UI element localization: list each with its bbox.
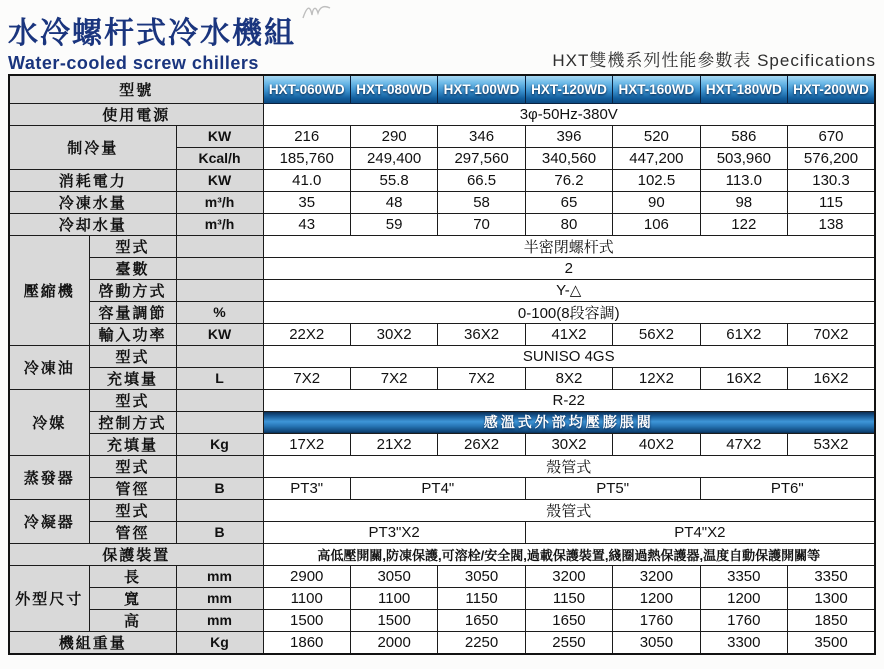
table-row (9, 345, 875, 367)
row-label-cell: 管徑 (89, 521, 176, 543)
value-cell: 340,560 (525, 147, 612, 169)
unit-cell: KW (176, 169, 263, 191)
value-cell: 586 (700, 125, 787, 147)
value-cell: 殼管式 (263, 455, 875, 477)
unit-cell: L (176, 367, 263, 389)
unit-cell (176, 235, 263, 257)
value-cell: PT5" (525, 477, 700, 499)
value-cell: 3050 (350, 565, 437, 587)
value-cell: 1150 (438, 587, 525, 609)
table-row (9, 169, 875, 191)
table-row (9, 631, 875, 654)
row-label-cell: 型式 (89, 455, 176, 477)
value-cell: 3350 (700, 565, 787, 587)
row-label-cell: 管徑 (89, 477, 176, 499)
value-cell: 43 (263, 213, 350, 235)
protection-text-cell: 高低壓開關,防凍保護,可溶栓/安全閥,過載保護裝置,綫圈過熱保護器,温度自動保護開關等 (263, 543, 875, 565)
table-row (9, 103, 875, 125)
value-cell: PT4"X2 (525, 521, 875, 543)
value-cell: 76.2 (525, 169, 612, 191)
spec-table-title: HXT雙機系列性能參數表 Specifications (552, 51, 876, 70)
value-cell: 21X2 (350, 433, 437, 455)
row-label-cell: 型號 (9, 75, 263, 103)
value-cell: 520 (613, 125, 700, 147)
value-cell: 30X2 (525, 433, 612, 455)
unit-cell (176, 279, 263, 301)
value-cell: 0-100(8段容調) (263, 301, 875, 323)
value-cell: 59 (350, 213, 437, 235)
page-title: 水冷螺杆式冷水機組 (8, 17, 296, 50)
value-cell: 1500 (263, 609, 350, 631)
title-block (8, 16, 296, 74)
value-cell: PT4" (350, 477, 525, 499)
table-row (9, 455, 875, 477)
model-header-cell: HXT-120WD (525, 75, 612, 103)
value-cell: 576,200 (788, 147, 875, 169)
value-cell: 56X2 (613, 323, 700, 345)
value-cell: 17X2 (263, 433, 350, 455)
value-cell: 36X2 (438, 323, 525, 345)
row-label-cell: 寬 (89, 587, 176, 609)
value-cell: 16X2 (788, 367, 875, 389)
table-row (9, 543, 875, 565)
value-cell: 半密閉螺杆式 (263, 235, 875, 257)
value-cell: 26X2 (438, 433, 525, 455)
value-cell: 2550 (525, 631, 612, 654)
value-cell: Y-△ (263, 279, 875, 301)
value-cell: 35 (263, 191, 350, 213)
unit-cell: m³/h (176, 213, 263, 235)
unit-cell: Kg (176, 631, 263, 654)
value-cell: 1650 (438, 609, 525, 631)
table-row (9, 279, 875, 301)
value-cell: 殼管式 (263, 499, 875, 521)
row-label-cell: 啓動方式 (89, 279, 176, 301)
value-cell: 41X2 (525, 323, 612, 345)
value-cell: 47X2 (700, 433, 787, 455)
unit-cell: Kcal/h (176, 147, 263, 169)
unit-cell (176, 345, 263, 367)
value-cell: PT6" (700, 477, 875, 499)
row-label-cell: 外型尺寸 (9, 565, 89, 631)
table-row (9, 191, 875, 213)
table-row (9, 411, 875, 433)
value-cell: PT3" (263, 477, 350, 499)
row-label-cell: 型式 (89, 389, 176, 411)
unit-cell: KW (176, 323, 263, 345)
table-row (9, 499, 875, 521)
unit-cell (176, 389, 263, 411)
row-label-cell: 長 (89, 565, 176, 587)
unit-cell (176, 499, 263, 521)
row-label-cell: 高 (89, 609, 176, 631)
value-cell: 1100 (350, 587, 437, 609)
table-row (9, 609, 875, 631)
value-cell: 2000 (350, 631, 437, 654)
value-cell: 1760 (613, 609, 700, 631)
row-label-cell: 型式 (89, 235, 176, 257)
value-cell: PT3"X2 (263, 521, 525, 543)
table-row (9, 323, 875, 345)
value-cell: 3200 (613, 565, 700, 587)
value-cell: 1850 (788, 609, 875, 631)
row-label-cell: 消耗電力 (9, 169, 176, 191)
model-header-cell: HXT-100WD (438, 75, 525, 103)
unit-cell (176, 257, 263, 279)
value-cell: 58 (438, 191, 525, 213)
highlight-value-cell: 感溫式外部均壓膨脹閥 (263, 411, 875, 433)
value-cell: 3350 (788, 565, 875, 587)
value-cell: 8X2 (525, 367, 612, 389)
row-label-cell: 充填量 (89, 433, 176, 455)
value-cell: 396 (525, 125, 612, 147)
row-label-cell: 冷凍油 (9, 345, 89, 389)
value-cell: 3050 (438, 565, 525, 587)
value-cell: 66.5 (438, 169, 525, 191)
table-row (9, 257, 875, 279)
handwritten-mark (300, 2, 334, 22)
value-cell: 3500 (788, 631, 875, 654)
value-cell: 249,400 (350, 147, 437, 169)
table-row (9, 75, 875, 103)
row-label-cell: 輸入功率 (89, 323, 176, 345)
value-cell: 41.0 (263, 169, 350, 191)
unit-cell: mm (176, 565, 263, 587)
model-header-cell: HXT-200WD (788, 75, 875, 103)
value-cell: 90 (613, 191, 700, 213)
unit-cell: B (176, 521, 263, 543)
row-label-cell: 冷凝器 (9, 499, 89, 543)
value-cell: SUNISO 4GS (263, 345, 875, 367)
value-cell: 48 (350, 191, 437, 213)
value-cell: 98 (700, 191, 787, 213)
row-label-cell: 蒸發器 (9, 455, 89, 499)
value-cell: 102.5 (613, 169, 700, 191)
spec-table-body (9, 75, 875, 654)
value-cell: 2250 (438, 631, 525, 654)
row-label-cell: 型式 (89, 499, 176, 521)
value-cell: 22X2 (263, 323, 350, 345)
table-row (9, 521, 875, 543)
unit-cell: mm (176, 587, 263, 609)
row-label-cell: 使用電源 (9, 103, 263, 125)
unit-cell (176, 455, 263, 477)
value-cell: 216 (263, 125, 350, 147)
value-cell: 1200 (700, 587, 787, 609)
row-label-cell: 充填量 (89, 367, 176, 389)
value-cell: 3300 (700, 631, 787, 654)
unit-cell (176, 411, 263, 433)
spec-table (8, 74, 876, 655)
value-cell: 138 (788, 213, 875, 235)
value-cell: 122 (700, 213, 787, 235)
value-cell: 115 (788, 191, 875, 213)
model-header-cell: HXT-080WD (350, 75, 437, 103)
table-row (9, 389, 875, 411)
table-row (9, 433, 875, 455)
value-cell: 65 (525, 191, 612, 213)
model-header-cell: HXT-060WD (263, 75, 350, 103)
value-cell: 1300 (788, 587, 875, 609)
value-cell: 106 (613, 213, 700, 235)
value-cell: 7X2 (438, 367, 525, 389)
row-label-cell: 冷却水量 (9, 213, 176, 235)
unit-cell: B (176, 477, 263, 499)
value-cell: 1200 (613, 587, 700, 609)
value-cell: 12X2 (613, 367, 700, 389)
row-label-cell: 容量調節 (89, 301, 176, 323)
value-cell: 297,560 (438, 147, 525, 169)
value-cell: 7X2 (350, 367, 437, 389)
table-row (9, 367, 875, 389)
unit-cell: mm (176, 609, 263, 631)
value-cell: 3φ-50Hz-380V (263, 103, 875, 125)
row-label-cell: 型式 (89, 345, 176, 367)
value-cell: 1860 (263, 631, 350, 654)
value-cell: 2900 (263, 565, 350, 587)
table-row (9, 213, 875, 235)
value-cell: 1650 (525, 609, 612, 631)
value-cell: 1500 (350, 609, 437, 631)
row-label-cell: 機組重量 (9, 631, 176, 654)
row-label-cell: 制冷量 (9, 125, 176, 169)
table-row (9, 235, 875, 257)
model-header-cell: HXT-160WD (613, 75, 700, 103)
value-cell: 503,960 (700, 147, 787, 169)
value-cell: 1100 (263, 587, 350, 609)
value-cell: 670 (788, 125, 875, 147)
value-cell: 70X2 (788, 323, 875, 345)
value-cell: 185,760 (263, 147, 350, 169)
value-cell: 16X2 (700, 367, 787, 389)
value-cell: 290 (350, 125, 437, 147)
table-row (9, 301, 875, 323)
value-cell: 3050 (613, 631, 700, 654)
page-header (0, 0, 884, 74)
value-cell: 1150 (525, 587, 612, 609)
row-label-cell: 臺數 (89, 257, 176, 279)
table-row (9, 565, 875, 587)
value-cell: 346 (438, 125, 525, 147)
table-row (9, 125, 875, 147)
unit-cell: Kg (176, 433, 263, 455)
row-label-cell: 壓縮機 (9, 235, 89, 345)
table-row (9, 477, 875, 499)
value-cell: 53X2 (788, 433, 875, 455)
unit-cell: m³/h (176, 191, 263, 213)
value-cell: 1760 (700, 609, 787, 631)
value-cell: 2 (263, 257, 875, 279)
model-header-cell: HXT-180WD (700, 75, 787, 103)
value-cell: R-22 (263, 389, 875, 411)
row-label-cell: 冷凍水量 (9, 191, 176, 213)
unit-cell: % (176, 301, 263, 323)
value-cell: 7X2 (263, 367, 350, 389)
value-cell: 55.8 (350, 169, 437, 191)
value-cell: 3200 (525, 565, 612, 587)
value-cell: 113.0 (700, 169, 787, 191)
value-cell: 61X2 (700, 323, 787, 345)
value-cell: 447,200 (613, 147, 700, 169)
row-label-cell: 保護裝置 (9, 543, 263, 565)
value-cell: 40X2 (613, 433, 700, 455)
table-row (9, 587, 875, 609)
row-label-cell: 控制方式 (89, 411, 176, 433)
value-cell: 70 (438, 213, 525, 235)
value-cell: 130.3 (788, 169, 875, 191)
page-subtitle-en: Water-cooled screw chillers (8, 53, 259, 73)
row-label-cell: 冷媒 (9, 389, 89, 455)
value-cell: 30X2 (350, 323, 437, 345)
value-cell: 80 (525, 213, 612, 235)
unit-cell: KW (176, 125, 263, 147)
